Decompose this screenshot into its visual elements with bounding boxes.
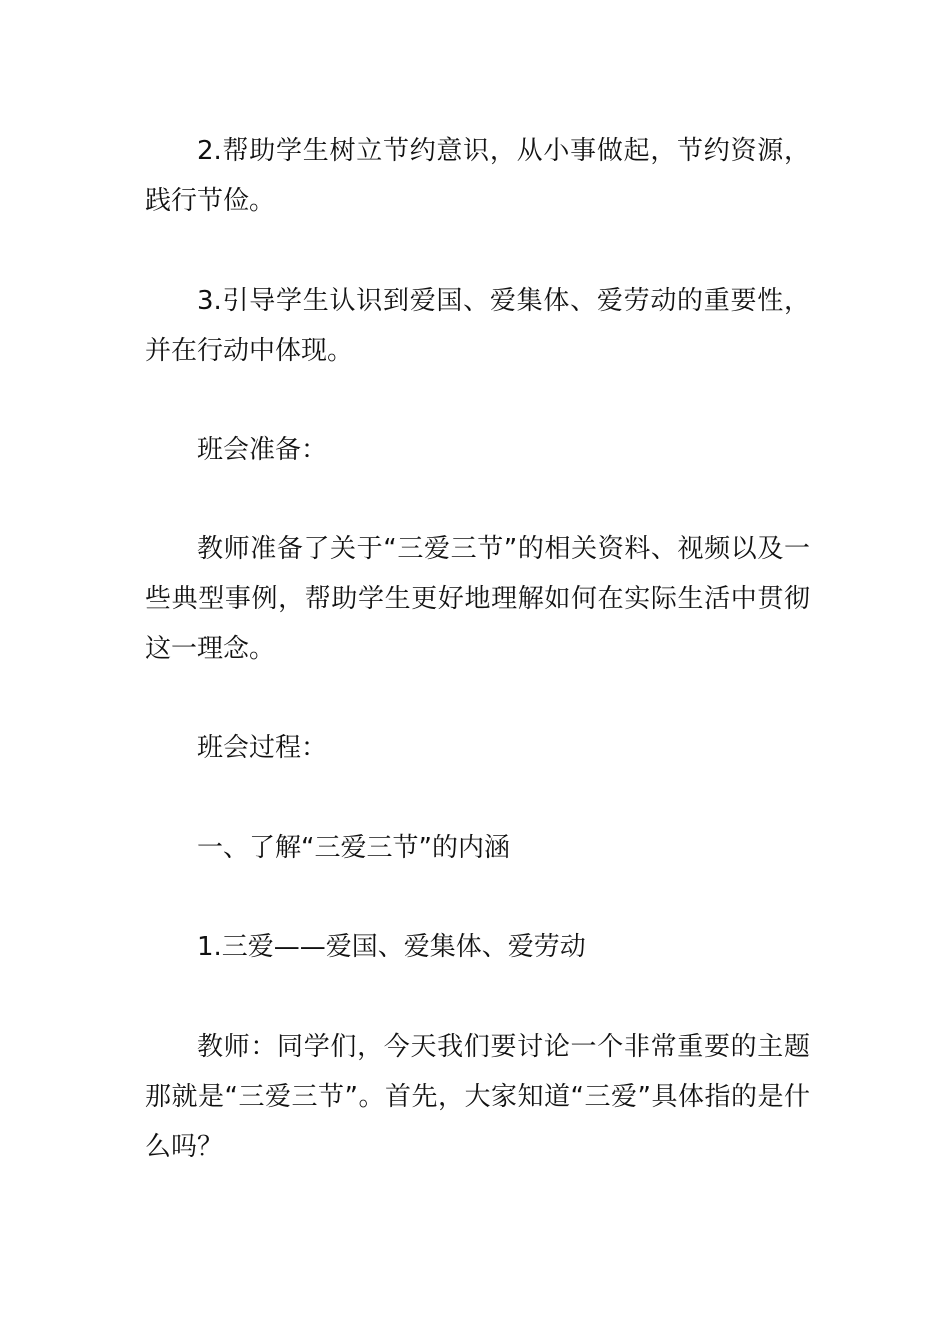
paragraph-preparation: 教师准备了关于“三爱三节”的相关资料、视频以及一些典型事例，帮助学生更好地理解如何在实际生活中贯彻这一理念。 — [145, 534, 810, 664]
paragraph-goal-2: 2.帮助学生树立节约意识，从小事做起，节约资源，践行节俭。 — [145, 136, 810, 216]
heading-subsection-1: 1.三爱——爱国、爱集体、爱劳动 — [197, 932, 586, 962]
heading-section-1: 一、了解“三爱三节”的内涵 — [197, 833, 510, 863]
heading-preparation: 班会准备： — [197, 435, 328, 465]
paragraph-teacher-dialogue: 教师：同学们，今天我们要讨论一个非常重要的主题那就是“三爱三节”。首先，大家知道“三爱”具体指的是什么吗？ — [145, 1032, 810, 1162]
paragraph-goal-3: 3.引导学生认识到爱国、爱集体、爱劳动的重要性，并在行动中体现。 — [145, 286, 810, 366]
heading-process: 班会过程： — [197, 733, 328, 763]
